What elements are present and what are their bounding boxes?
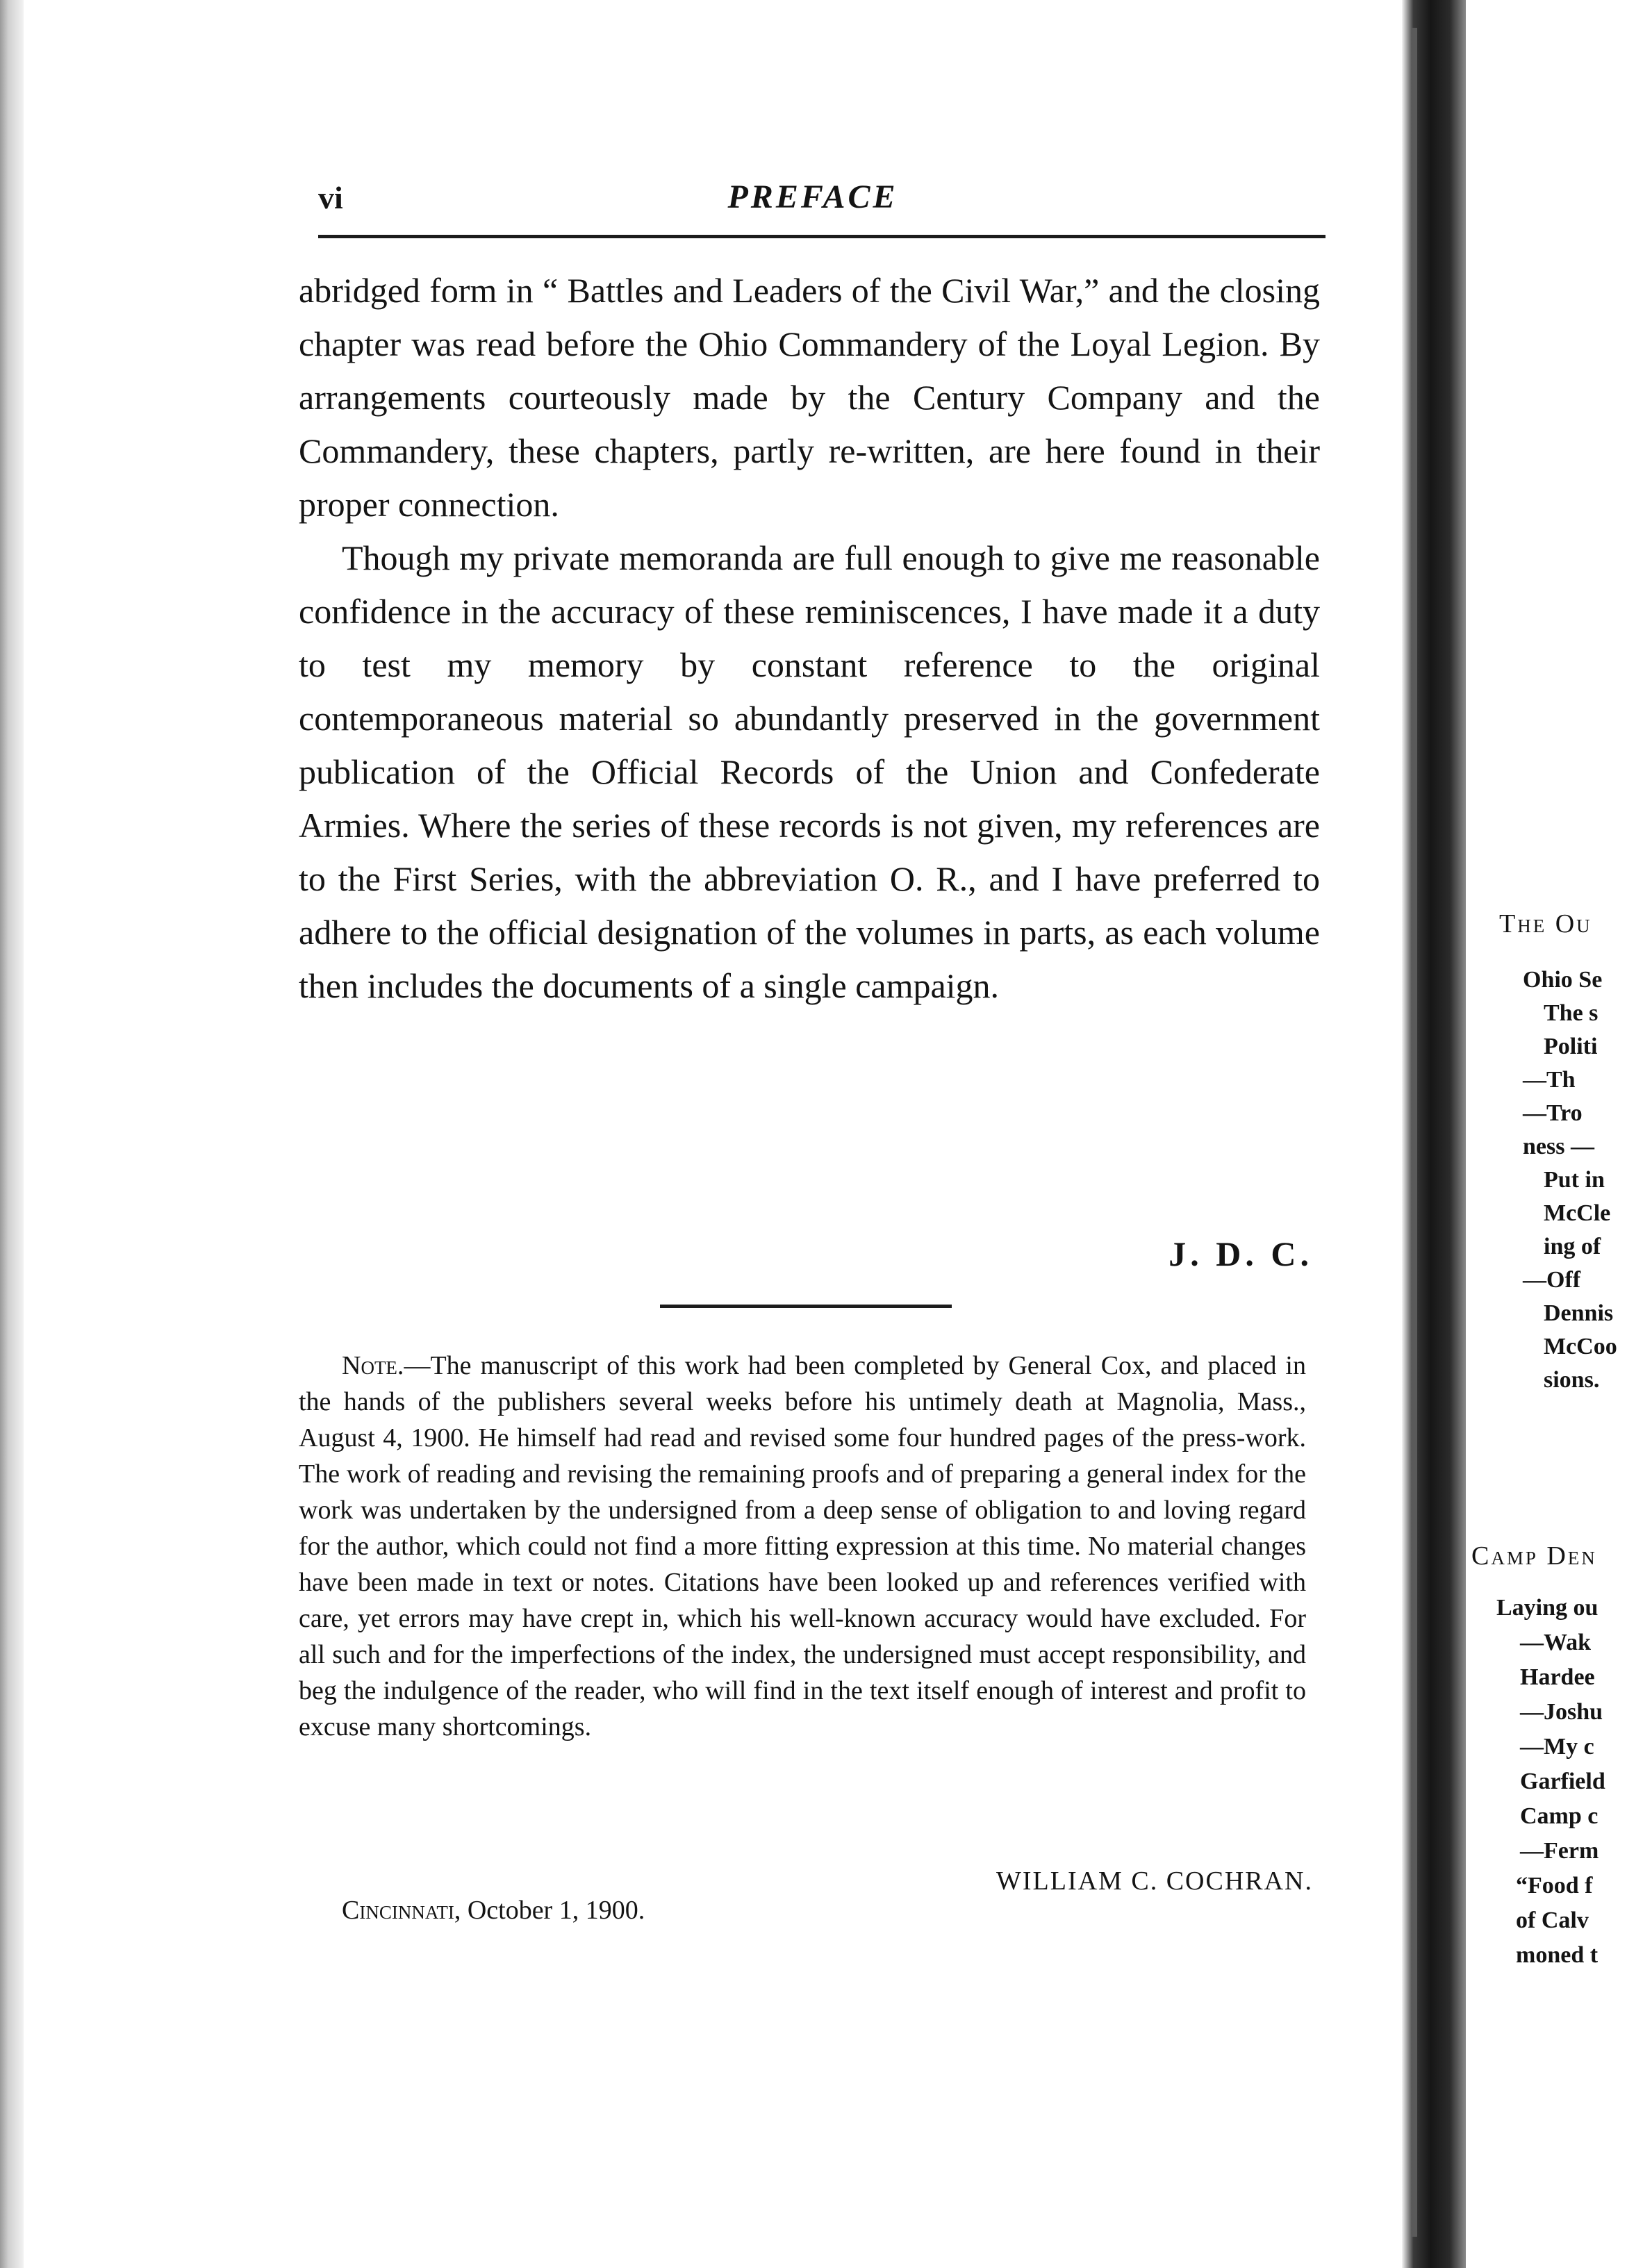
editor-note bbox=[299, 1348, 1306, 1745]
facing-line: Dennis bbox=[1544, 1300, 1614, 1326]
note-signer: WILLIAM C. COCHRAN. bbox=[996, 1866, 1313, 1896]
facing-line: ness — bbox=[1523, 1134, 1594, 1159]
note-text: —The manuscript of this work had been completed by General Cox, and placed in the hands of the publishers several weeks before his untimely death at Magnolia, Mass., August 4, 1900. He himself had read and revised some four hundred pages of the press-work. The work of reading and revising the remaining proofs and of preparing a general index for the work was undertaken by the undersigned from a deep sense of obligation to and loving regard for the author, which could not find a more fitting expression at this time. No material changes have been made in text or notes. Citations have been looked up and references verified with care, yet errors may have crept in, which his well-known accuracy would have excluded. For all such and for the imperfections of the index, the undersigned must accept responsibility, and beg the indulgence of the reader, who will find in the text itself enough of interest and profit to excuse many shortcomings. bbox=[299, 1351, 1306, 1741]
facing-page-fragment bbox=[1466, 0, 1627, 2268]
facing-line: Camp c bbox=[1520, 1803, 1599, 1829]
facing-line: —Joshu bbox=[1520, 1699, 1603, 1725]
facing-line: —My c bbox=[1520, 1734, 1594, 1760]
preface-body bbox=[299, 264, 1320, 1013]
facing-heading-1: The Ou bbox=[1499, 909, 1592, 938]
facing-line: —Tro bbox=[1523, 1100, 1583, 1126]
facing-line: —Th bbox=[1523, 1067, 1576, 1093]
note-place: Cincinnati, bbox=[342, 1896, 461, 1925]
gutter-shadow bbox=[1412, 28, 1417, 2237]
note-date: October 1, 1900. bbox=[467, 1896, 645, 1925]
facing-line: ing of bbox=[1544, 1234, 1601, 1259]
note-paragraph bbox=[299, 1348, 1306, 1745]
facing-line: Politi bbox=[1544, 1034, 1598, 1059]
facing-line: sions. bbox=[1544, 1367, 1600, 1393]
facing-line: McCoo bbox=[1544, 1334, 1617, 1359]
facing-line: —Off bbox=[1523, 1267, 1581, 1293]
paragraph-memoranda: Though my private memoranda are full enough to give me reasonable confidence in the accuracy of these reminiscences, I have made it a duty to test my memory by constant reference to the original contemporaneous material so abundantly preserved in the government publication of the Official Records of the Union and Confederate Armies. Where the series of these records is not given, my references are to the First Series, with the abbreviation O. R., and I have preferred to adhere to the official designation of the volumes in parts, as each volume then includes the documents of a single campaign. bbox=[299, 538, 1320, 1005]
header-rule bbox=[318, 235, 1325, 238]
preface-page bbox=[299, 167, 1327, 1925]
facing-line: The s bbox=[1544, 1000, 1599, 1026]
page-title: PREFACE bbox=[727, 179, 898, 215]
facing-line: Ohio Se bbox=[1523, 967, 1603, 993]
page-left-edge bbox=[0, 0, 24, 2268]
facing-line: Laying ou bbox=[1496, 1595, 1599, 1621]
author-initials: J. D. C. bbox=[1168, 1234, 1313, 1273]
facing-line: Garfield bbox=[1520, 1769, 1605, 1794]
paragraph-continuation: abridged form in “ Battles and Leaders of the Civil War,” and the closing chapter was read before the Ohio Commandery of the Loyal Legion. By arrangements courteously made by the Century Company and the Commandery, these chapters, partly re-written, are here found in their proper connection. bbox=[299, 271, 1320, 524]
facing-line: “Food f bbox=[1516, 1873, 1593, 1898]
facing-line: Put in bbox=[1544, 1167, 1605, 1193]
running-head bbox=[299, 167, 1327, 222]
facing-line: of Calv bbox=[1516, 1907, 1589, 1933]
note-label: Note. bbox=[342, 1351, 404, 1380]
facing-line: moned t bbox=[1516, 1942, 1599, 1968]
facing-heading-2: Camp Den bbox=[1471, 1541, 1597, 1571]
facing-line: —Wak bbox=[1520, 1630, 1592, 1655]
section-divider bbox=[660, 1305, 952, 1308]
page-number: vi bbox=[318, 180, 343, 215]
facing-line: McCle bbox=[1544, 1200, 1611, 1226]
facing-line: Hardee bbox=[1520, 1664, 1595, 1690]
facing-line: —Ferm bbox=[1520, 1838, 1599, 1864]
note-place-date bbox=[342, 1895, 645, 1926]
